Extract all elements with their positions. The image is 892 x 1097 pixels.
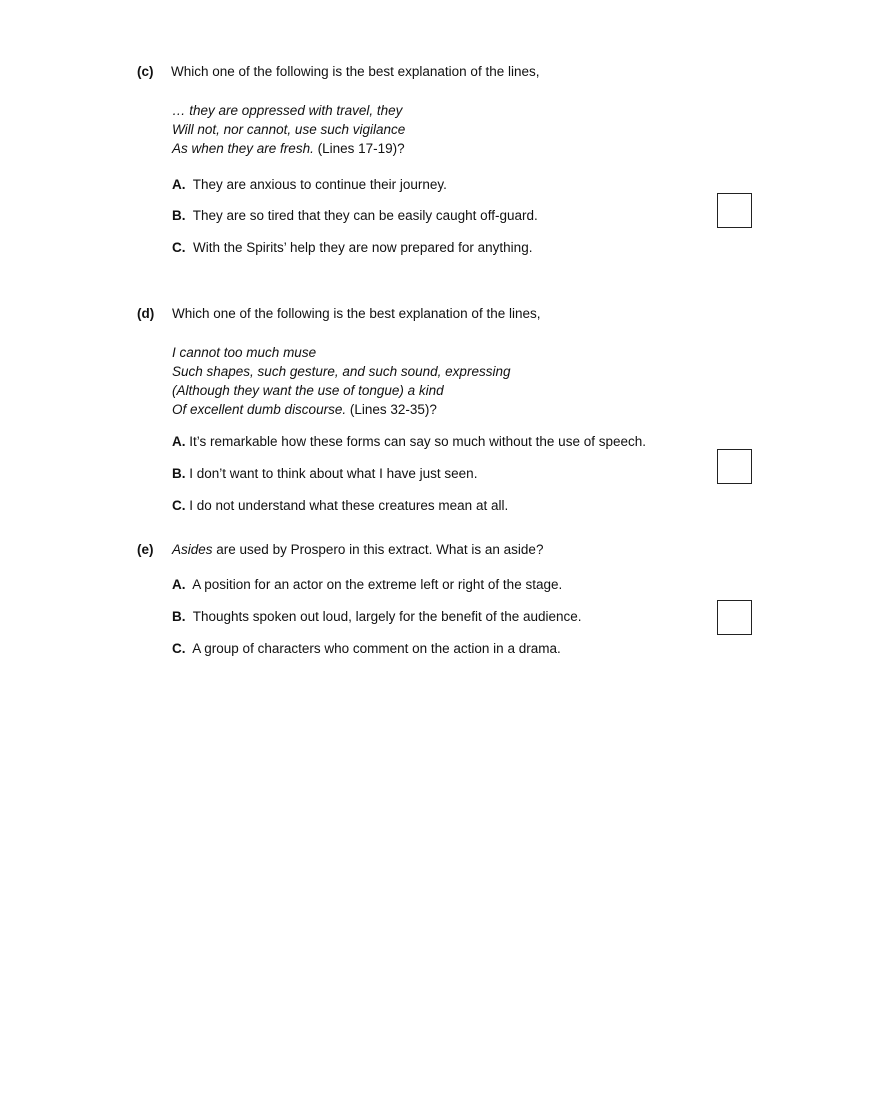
question-label: (d) [137,306,155,321]
question-c-answer-box[interactable] [717,193,752,228]
question-c-quote [172,101,405,158]
question-e-option-b: B. Thoughts spoken out loud, largely for the benefit of the audience. [172,609,582,624]
quote-line: … they are oppressed with travel, they [172,103,403,118]
option-text: It’s remarkable how these forms can say so much without the use of speech. [189,434,646,449]
question-label: (e) [137,542,154,557]
question-d-option-b: B. I don’t want to think about what I have just seen. [172,466,478,481]
question-e-option-a: A. A position for an actor on the extreme left or right of the stage. [172,577,563,592]
option-text: With the Spirits’ help they are now prepared for anything. [193,240,533,255]
option-text: They are anxious to continue their journey. [192,177,447,192]
question-d-answer-box[interactable] [717,449,752,484]
option-text: I don’t want to think about what I have just seen. [189,466,478,481]
option-text: They are so tired that they can be easily caught off-guard. [192,208,538,223]
question-d-quote [172,343,510,419]
option-text: A group of characters who comment on the action in a drama. [192,641,561,656]
question-e-prompt: Asides are used by Prospero in this extract. What is an aside? [172,542,544,557]
quote-line: I cannot too much muse [172,345,317,360]
question-d-prompt: Which one of the following is the best explanation of the lines, [172,306,541,321]
question-label: (c) [137,64,154,79]
question-d-option-a: A. It’s remarkable how these forms can say so much without the use of speech. [172,434,646,449]
option-text: A position for an actor on the extreme left or right of the stage. [192,577,563,592]
question-e-header [137,542,154,557]
quote-line: Such shapes, such gesture, and such sound, expressing [172,364,511,379]
quote-line: (Although they want the use of tongue) a kind [172,383,444,398]
question-c-prompt: Which one of the following is the best explanation of the lines, [171,64,540,79]
question-e-answer-box[interactable] [717,600,752,635]
question-e-option-c: C. A group of characters who comment on the action in a drama. [172,641,561,656]
question-c-option-c: C. With the Spirits’ help they are now prepared for anything. [172,240,533,255]
question-c-option-a: A. They are anxious to continue their journey. [172,177,447,192]
question-c-header [137,64,154,79]
question-c-option-b: B. They are so tired that they can be easily caught off-guard. [172,208,538,223]
question-d-option-c: C. I do not understand what these creatures mean at all. [172,498,509,513]
option-text: I do not understand what these creatures mean at all. [189,498,509,513]
quote-line: Will not, nor cannot, use such vigilance [172,122,406,137]
question-d-header [137,306,154,321]
quote-line: Of excellent dumb discourse. (Lines 32-35)? [172,402,437,417]
quote-line: As when they are fresh. (Lines 17-19)? [172,141,405,156]
option-text: Thoughts spoken out loud, largely for the benefit of the audience. [192,609,582,624]
